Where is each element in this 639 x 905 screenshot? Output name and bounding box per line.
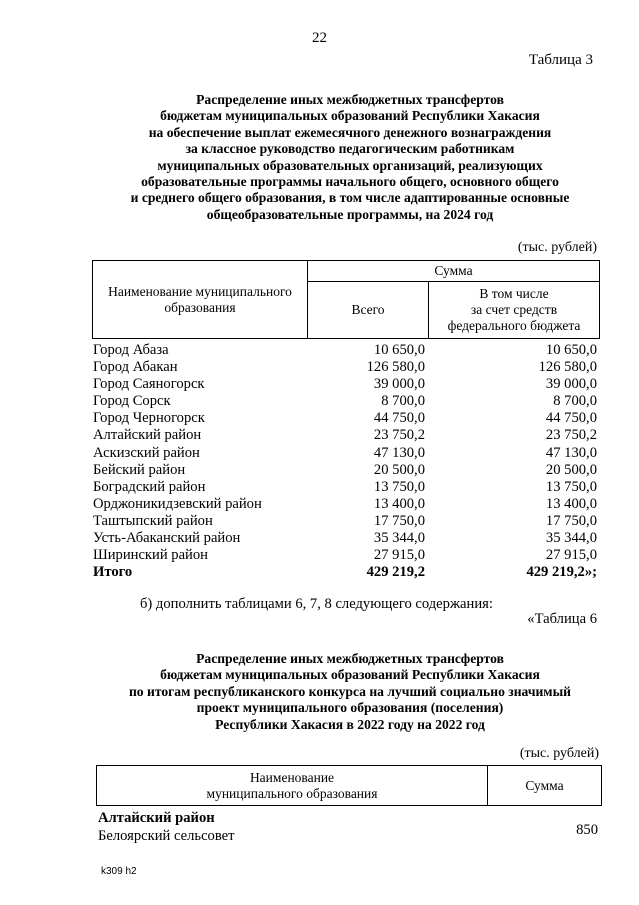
table-row [93, 410, 601, 427]
table-row [93, 376, 601, 393]
title-line: по итогам республиканского конкурса на лучший социально значимый [128, 683, 572, 699]
total-row [93, 564, 601, 581]
title-line: образовательные программы начального общего, основного общего [141, 174, 559, 190]
row-total: 35 344,0 [373, 530, 425, 547]
row-federal: 35 344,0 [545, 530, 597, 547]
settlement-value: 850 [576, 822, 598, 838]
row-total: 13 750,0 [373, 478, 425, 495]
row-federal: 8 700,0 [553, 393, 597, 410]
row-name: Таштыпский район [93, 512, 213, 529]
title-line: за классное руководство педагогическим работникам [185, 141, 515, 157]
row-total: 23 750,2 [373, 427, 425, 444]
title-line: проект муниципального образования (поселения) [196, 700, 504, 716]
row-name: Аскизский район [93, 444, 200, 461]
table-6-label: «Таблица 6 [527, 611, 597, 627]
table-row [93, 547, 601, 564]
table-row [93, 359, 601, 376]
row-federal: 47 130,0 [545, 444, 597, 461]
row-name: Бейский район [93, 461, 186, 478]
supplement-text: б) дополнить таблицами 6, 7, 8 следующего содержания: [140, 596, 493, 612]
title-line: Распределение иных межбюджетных трансфертов [196, 651, 504, 666]
row-total: 20 500,0 [373, 461, 425, 478]
row-name: Алтайский район [93, 427, 202, 444]
title-line: на обеспечение выплат ежемесячного денежного вознаграждения [148, 124, 552, 140]
table-row [93, 530, 601, 547]
header-sum-group: Сумма [308, 261, 600, 282]
table-6-units: (тыс. рублей) [519, 746, 599, 761]
row-federal: 13 400,0 [545, 495, 597, 512]
table-row [93, 496, 601, 513]
total-row-federal: 429 219,2»; [526, 564, 597, 581]
row-federal: 20 500,0 [545, 461, 597, 478]
row-total: 13 400,0 [373, 495, 425, 512]
row-name: Усть-Абаканский район [93, 530, 241, 547]
table-3-header [92, 260, 600, 339]
row-total: 44 750,0 [373, 410, 425, 427]
row-name: Боградский район [93, 478, 206, 495]
title-line: бюджетам муниципальных образований Республики Хакасия [160, 667, 540, 683]
row-federal: 27 915,0 [545, 547, 597, 564]
row-name: Город Черногорск [93, 410, 205, 427]
table-6-title [60, 651, 639, 733]
header-name-col [97, 766, 488, 806]
row-total: 27 915,0 [373, 547, 425, 564]
title-line: муниципальных образовательных организаций, реализующих [157, 157, 543, 173]
header-total-col: Всего [308, 282, 429, 339]
footer-code: k309 h2 [101, 866, 137, 877]
header-federal-line: В том числе [479, 286, 549, 301]
header-federal-line: за счет средств [470, 302, 558, 317]
row-total: 17 750,0 [373, 512, 425, 529]
row-name: Город Абаза [93, 342, 169, 358]
table-row [93, 342, 601, 359]
region-heading: Алтайский район [98, 810, 215, 826]
row-total: 47 130,0 [373, 444, 425, 461]
table-3-units: (тыс. рублей) [517, 240, 597, 255]
table-row [93, 479, 601, 496]
table-3-label: Таблица 3 [528, 52, 593, 68]
title-line: общеобразовательные программы, на 2024 год [206, 206, 494, 222]
row-federal: 44 750,0 [545, 410, 597, 427]
header-name-col: Наименование муниципального образования [93, 261, 308, 339]
table-3-title [60, 92, 639, 223]
row-total: 10 650,0 [373, 342, 425, 358]
row-total: 126 580,0 [366, 359, 425, 376]
total-row-total: 429 219,2 [366, 564, 425, 581]
row-name: Ширинский район [93, 547, 208, 564]
table-row [93, 427, 601, 444]
row-federal: 13 750,0 [545, 478, 597, 495]
row-name: Орджоникидзевский район [93, 495, 262, 512]
row-federal: 10 650,0 [545, 342, 597, 358]
row-federal: 39 000,0 [545, 376, 597, 393]
row-total: 39 000,0 [373, 376, 425, 393]
header-name-line: Наименование [249, 769, 335, 785]
row-federal: 23 750,2 [545, 427, 597, 444]
title-line: и среднего общего образования, в том числе адаптированные основные [130, 190, 570, 206]
table-row [93, 445, 601, 462]
table-row [93, 393, 601, 410]
title-line: Распределение иных межбюджетных трансфертов [196, 92, 504, 107]
row-total: 8 700,0 [381, 393, 425, 410]
header-federal-line: федерального бюджета [447, 318, 581, 333]
row-federal: 17 750,0 [545, 512, 597, 529]
page-number: 22 [312, 30, 327, 46]
row-name: Город Абакан [93, 359, 178, 376]
title-line: бюджетам муниципальных образований Республики Хакасия [160, 108, 540, 124]
header-sum-col: Сумма [488, 766, 602, 806]
table-row [93, 462, 601, 479]
title-line: Республики Хакасия в 2022 году на 2022 год [215, 716, 485, 732]
header-name-line: муниципального образования [206, 785, 378, 801]
row-name: Город Саяногорск [93, 376, 205, 393]
header-federal-col [429, 282, 600, 339]
row-federal: 126 580,0 [538, 359, 597, 376]
table-6-header [96, 765, 602, 806]
row-name: Город Сорск [93, 393, 171, 410]
total-row-name: Итого [93, 564, 133, 581]
table-3-body [93, 342, 601, 581]
table-row [93, 513, 601, 530]
settlement-name: Белоярский сельсовет [98, 828, 235, 844]
